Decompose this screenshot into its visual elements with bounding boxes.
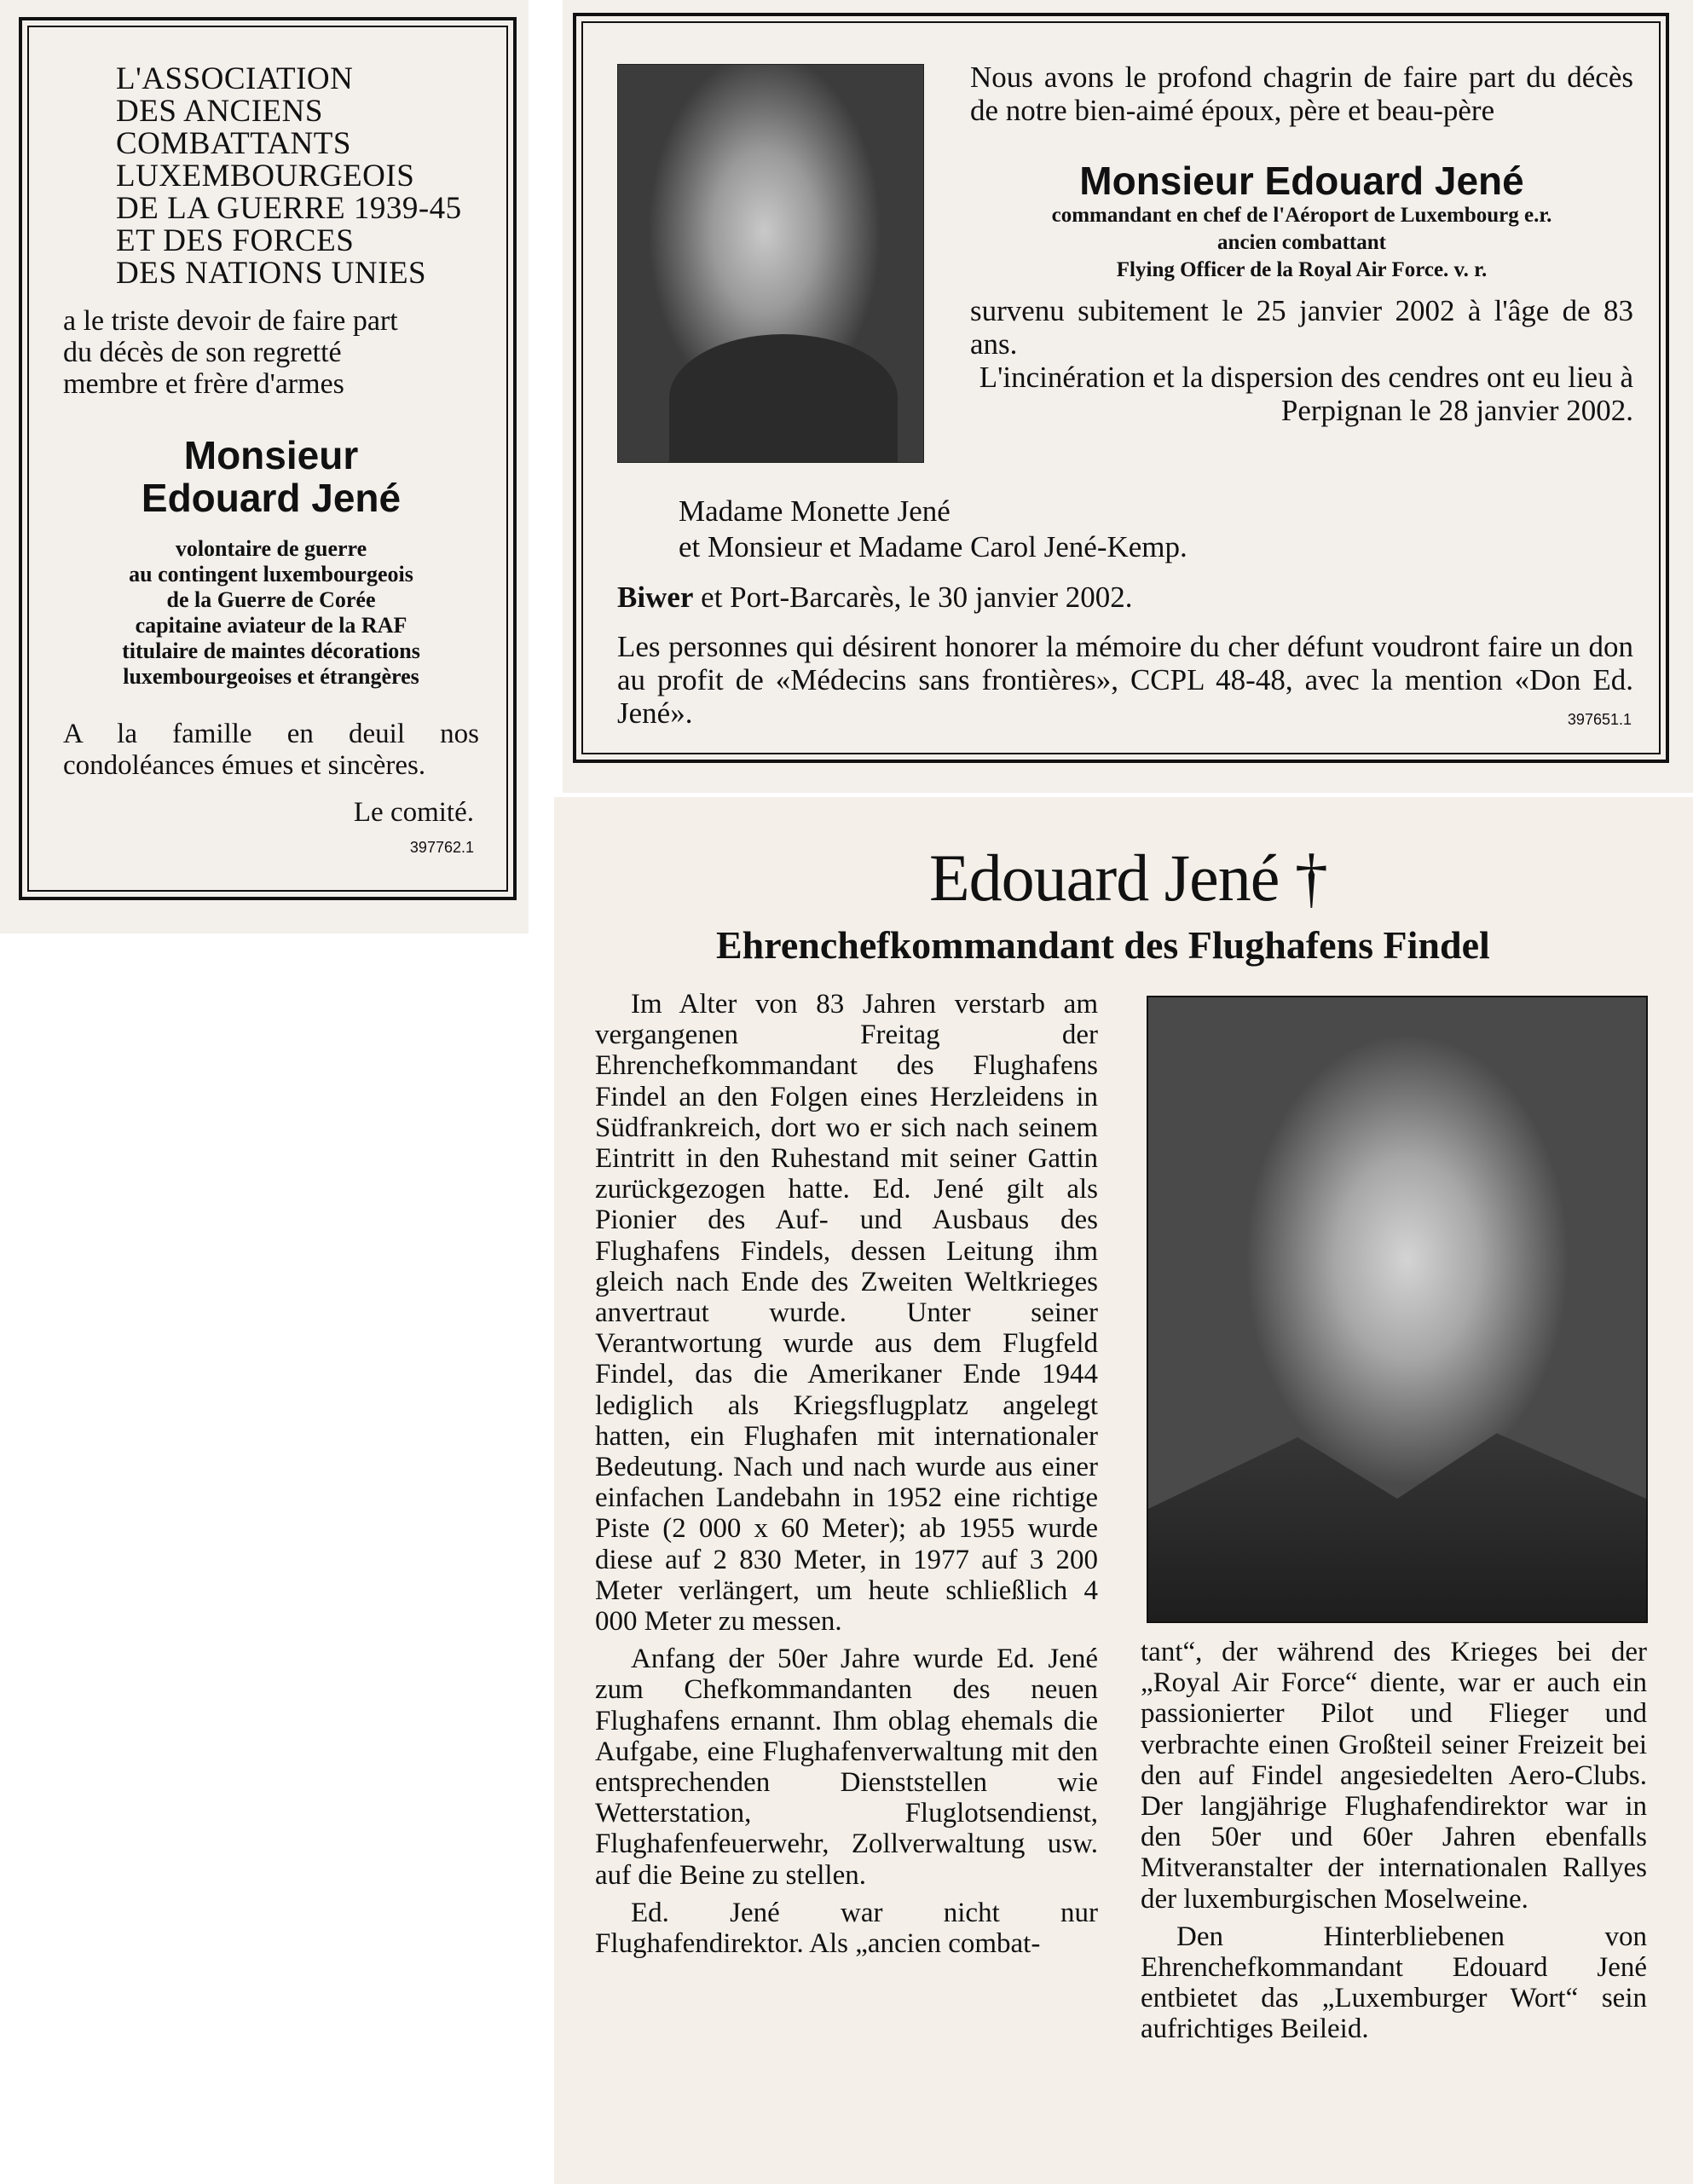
deceased-role: ancien combattant (1217, 231, 1386, 254)
family-obituary-notice (573, 13, 1669, 763)
article-paragraph: Im Alter von 83 Jahren verstarb am vergangenen Freitag der Ehrenchefkommandant des Flughafens Findel an den Folgen eines Herzleidens in Südfrankreich, dort wo er sich nach seinem Eintritt in den Ruhestand mit seiner Gattin zurückgezogen hatte. Ed. Jené gilt als Pionier des Auf- und Ausbaus des Flughafens Findels, dessen Leitung ihm gleich nach Ende des Zweiten Weltkrieges anvertraut wurde. Unter seiner Verantwortung wurde aus dem Flugfeld Findel, das die Amerikaner Ende 1944 lediglich als Kriegsflugplatz angelegt hatten, ein Flughafen mit internationaler Bedeutung. Nach und nach wurde aus einer einfachen Landebahn in 1952 eine richtige Piste (2 000 x 60 Meter); ab 1955 wurde diese auf 2 830 Meter, in 1977 auf 3 200 Meter verlängert, um heute schließlich 4 000 Meter zu messen. (595, 989, 1098, 1638)
article-paragraph: Den Hinterbliebenen von Ehrenchefkommandant Edouard Jené entbietet das „Luxemburger Wort“ sein aufrichtiges Beileid. (1141, 1921, 1647, 2045)
article-paragraph: Anfang der 50er Jahre wurde Ed. Jené zum Chefkommandanten des neuen Flughafens ernannt. Ihm oblag ehemals die Aufgabe, eine Flughafenverwaltung mit den entsprechenden Dienststellen wie Wetterstation, Fluglotsendienst, Flughafenfeuerwehr, Zollverwaltung usw. auf die Beine zu stellen. (595, 1644, 1098, 1891)
death-date: survenu subitement le 25 janvier 2002 à l'âge de 83 ans. (970, 294, 1633, 361)
deceased-title: Monsieur (183, 433, 359, 477)
deceased-description: volontaire de guerre au contingent luxembourgeois de la Guerre de Corée capitaine aviateur de la RAF titulaire de maintes décorations luxembourgeoises et étrangères (122, 536, 420, 689)
article-portrait-photo (1147, 996, 1648, 1623)
association-obituary-notice (19, 17, 517, 900)
cremation-text: L'incinération et la dispersion des cendres ont eu lieu à Perpignan le 28 janvier 2002. (979, 361, 1633, 427)
article-column-1 (595, 989, 1098, 1966)
notice-reference: 397762.1 (409, 839, 474, 856)
signature: Le comité. (353, 797, 474, 828)
deceased-role: commandant en chef de l'Aéroport de Luxembourg e.r. (1051, 204, 1552, 227)
donation-request: Les personnes qui désirent honorer la mémoire du cher défunt voudront faire un don au profit de «Médecins sans frontières», CCPL 48-48, avec la mention «Don Ed. Jené». (617, 630, 1633, 730)
article-column-2 (1141, 1637, 1647, 2052)
deceased-role: Flying Officer de la Royal Air Force. v. r. (1116, 258, 1488, 281)
article-paragraph: Ed. Jené war nicht nur Flughafendirektor. Als „ancien combat- (595, 1897, 1098, 1960)
condolences-text: A la famille en deuil nos condoléances émues et sincères. (63, 719, 479, 781)
notice-reference: 397651.1 (1567, 711, 1632, 728)
portrait-photo (617, 64, 924, 463)
article-title: Edouard Jené † (929, 841, 1327, 915)
family-names: Madame Monette Jené et Monsieur et Madame Carol Jené-Kemp. (679, 494, 1187, 563)
association-name: L'ASSOCIATION DES ANCIENS COMBATTANTS LUXEMBOURGEOIS DE LA GUERRE 1939-45 ET DES FORCES DES NATIONS UNIES (116, 61, 462, 291)
notice-lead: Nous avons le profond chagrin de faire part du décès de notre bien-aimé époux, père et beau-père (970, 61, 1633, 127)
article-paragraph: tant“, der während des Krieges bei der „Royal Air Force“ diente, war er auch ein passionierter Pilot und Flieger und verbrachte einen Großteil seiner Freizeit bei den auf Findel angesiedelten Aero-Clubs. Der langjährige Flughafendirektor war in den 50er und 60er Jahren ebenfalls Mitveranstalter der internationalen Rallyes der luxemburgischen Moselweine. (1141, 1637, 1647, 1915)
association-intro: a le triste devoir de faire part du décès de son regretté membre et frère d'armes (63, 305, 398, 400)
article-subtitle: Ehrenchefkommandant des Flughafens Findel (716, 923, 1490, 967)
place-date: Biwer et Port-Barcarès, le 30 janvier 2002. (617, 581, 1133, 614)
deceased-name: Monsieur Edouard Jené (1079, 159, 1524, 203)
deceased-name: Edouard Jené (141, 476, 402, 520)
